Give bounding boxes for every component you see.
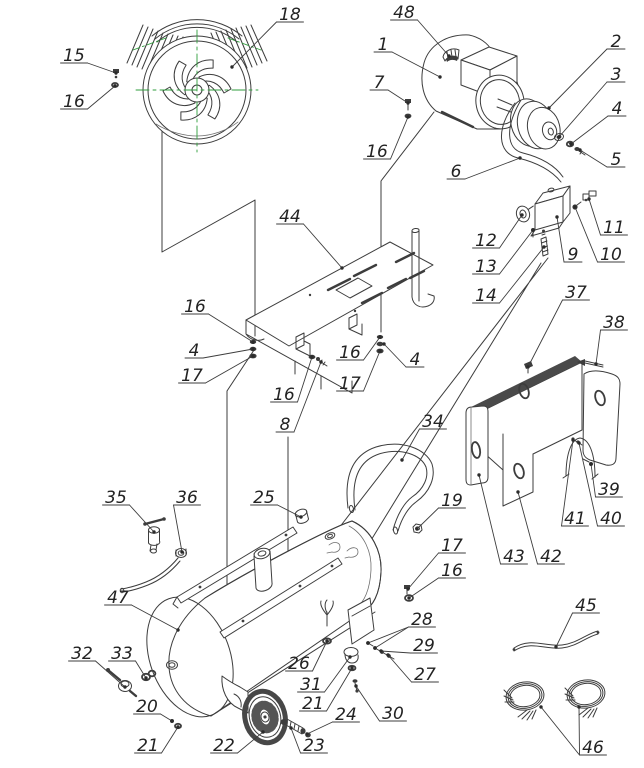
svg-text:12: 12: [475, 231, 497, 251]
callout-16: [337, 335, 382, 363]
svg-text:14: 14: [475, 286, 497, 306]
callout-36: [174, 488, 201, 554]
svg-text:1: 1: [377, 35, 389, 55]
elbow-31: [344, 648, 358, 664]
svg-text:48: 48: [393, 3, 415, 23]
svg-text:26: 26: [288, 654, 310, 674]
svg-text:16: 16: [63, 92, 85, 112]
svg-text:30: 30: [382, 704, 404, 724]
svg-text:18: 18: [279, 5, 301, 25]
callout-22: [211, 730, 265, 756]
svg-text:21: 21: [302, 694, 324, 714]
svg-text:31: 31: [300, 675, 322, 695]
callout-15: [61, 46, 118, 75]
callout-29: [379, 636, 437, 656]
guard-back-plate: [583, 371, 620, 465]
svg-text:7: 7: [373, 73, 385, 93]
svg-text:5: 5: [610, 150, 622, 170]
svg-text:8: 8: [279, 415, 291, 435]
svg-text:4: 4: [188, 341, 200, 361]
callout-4: [185, 341, 255, 361]
svg-text:13: 13: [475, 257, 497, 277]
rail-spacer-canister: [253, 547, 272, 592]
callout-12: [473, 213, 524, 251]
callout-19: [415, 491, 465, 531]
callout-35: [103, 488, 156, 534]
svg-text:37: 37: [565, 283, 587, 303]
svg-text:27: 27: [414, 665, 436, 685]
svg-text:41: 41: [564, 509, 586, 529]
svg-text:17: 17: [441, 536, 463, 556]
motor-assembly: [405, 35, 585, 182]
svg-text:38: 38: [603, 313, 625, 333]
callout-23: [289, 726, 327, 756]
mounting-plate-44: [246, 228, 434, 393]
svg-text:3: 3: [610, 65, 622, 85]
callout-16: [407, 561, 465, 600]
svg-text:15: 15: [63, 46, 85, 66]
svg-text:46: 46: [582, 738, 604, 758]
callout-4: [569, 99, 626, 146]
svg-text:16: 16: [441, 561, 463, 581]
svg-text:22: 22: [213, 736, 235, 756]
svg-text:20: 20: [136, 697, 158, 717]
svg-text:39: 39: [598, 480, 620, 500]
svg-text:16: 16: [339, 343, 361, 363]
guard-panel-43: [466, 406, 488, 485]
belt-guard-assembly: [466, 356, 620, 506]
drain-cock-32: [106, 668, 136, 696]
svg-text:23: 23: [303, 736, 325, 756]
svg-text:24: 24: [335, 705, 357, 725]
nut-10: [572, 202, 581, 210]
svg-text:35: 35: [105, 488, 127, 508]
svg-text:21: 21: [137, 736, 159, 756]
callout-5: [578, 148, 625, 170]
svg-text:42: 42: [540, 547, 562, 567]
svg-text:17: 17: [339, 374, 361, 394]
callout-4: [382, 342, 424, 370]
svg-text:16: 16: [366, 142, 388, 162]
svg-text:16: 16: [273, 385, 295, 405]
hose-ring-46-right: [565, 677, 607, 718]
svg-text:4: 4: [409, 350, 421, 370]
callout-7: [370, 73, 410, 105]
svg-text:19: 19: [441, 491, 463, 511]
svg-text:40: 40: [600, 509, 622, 529]
callout-37: [526, 283, 589, 369]
pump-fan-assembly: [112, 20, 267, 152]
callout-30: [354, 684, 406, 724]
callout-21: [135, 725, 180, 756]
svg-text:4: 4: [611, 99, 623, 119]
hose-ring-46-left: [504, 679, 546, 720]
callout-27: [386, 653, 438, 685]
svg-text:32: 32: [71, 644, 93, 664]
callout-16: [61, 84, 117, 112]
svg-text:33: 33: [111, 644, 133, 664]
callout-38: [594, 313, 627, 366]
callout-44: [277, 207, 344, 270]
svg-text:34: 34: [422, 412, 444, 432]
svg-text:36: 36: [176, 488, 198, 508]
callout-6: [447, 156, 522, 182]
svg-text:28: 28: [411, 610, 433, 630]
svg-text:43: 43: [503, 547, 525, 567]
svg-text:9: 9: [567, 245, 579, 265]
pressure-switch-assembly: [515, 186, 596, 256]
svg-text:45: 45: [575, 596, 597, 616]
callout-47: [105, 588, 180, 632]
handle-34: [347, 444, 433, 534]
svg-text:47: 47: [107, 588, 129, 608]
svg-text:44: 44: [279, 207, 301, 227]
callout-11: [587, 197, 627, 238]
svg-text:11: 11: [603, 218, 625, 238]
svg-text:25: 25: [253, 488, 275, 508]
drain-pipe: [120, 558, 180, 593]
callout-16: [364, 115, 410, 162]
callout-20: [134, 697, 174, 723]
svg-text:6: 6: [450, 162, 462, 182]
svg-text:29: 29: [413, 636, 435, 656]
svg-text:16: 16: [184, 297, 206, 317]
drain-valve-35: [143, 517, 166, 553]
callout-16: [182, 297, 255, 344]
tube-14: [541, 230, 548, 257]
callout-46: [539, 705, 606, 758]
svg-text:10: 10: [600, 245, 622, 265]
svg-text:17: 17: [181, 366, 203, 386]
callout-25: [251, 488, 303, 519]
svg-text:2: 2: [610, 32, 622, 52]
